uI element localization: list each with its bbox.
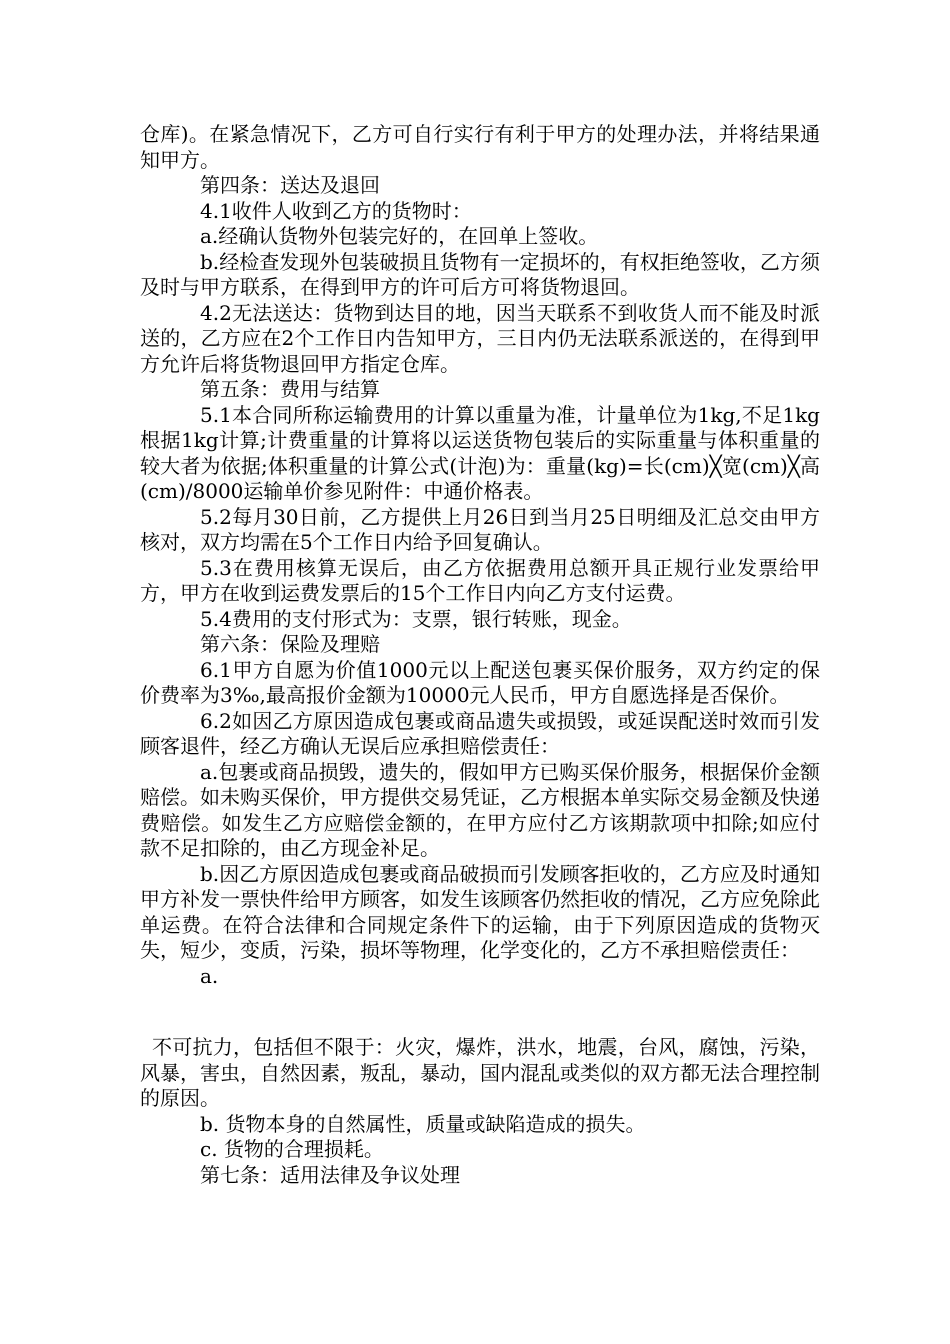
clause-4-1-b: b.经检查发现外包装破损且货物有一定损坏的，有权拒绝签收，乙方须及时与甲方联系，在得到甲方的许可后方可将货物退回。 — [140, 249, 820, 299]
exemption-item-a-text: 不可抗力，包括但不限于：火灾，爆炸，洪水，地震，台风，腐蚀，污染，风暴，害虫，自然因素，叛乱，暴动，国内混乱或类似的双方都无法合理控制的原因。 — [140, 1035, 820, 1110]
clause-4-1-a: a.经确认货物外包装完好的，在回单上签收。 — [200, 224, 599, 248]
clause-5-2: 5.2每月30日前，乙方提供上月26日到当月25日明细及汇总交由甲方核对，双方均需在5个工作日内给予回复确认。 — [140, 504, 820, 554]
clause-6-2-b: b.因乙方原因造成包裹或商品破损而引发顾客拒收的，乙方应及时通知甲方补发一票快件给甲方顾客，如发生该顾客仍然拒收的情况，乙方应免除此单运费。在符合法律和合同规定条件下的运输，由于下列原因造成的货物灭失，短少，变质，污染，损坏等物理，化学变化的，乙方不承担赔偿责任： — [140, 861, 820, 962]
article-7-heading: 第七条：适用法律及争议处理 — [200, 1162, 460, 1187]
clause-5-4: 5.4费用的支付形式为：支票，银行转账，现金。 — [200, 606, 632, 631]
clause-4-1: 4.1收件人收到乙方的货物时： — [200, 198, 472, 223]
article-5-heading: 第五条：费用与结算 — [200, 377, 380, 401]
exemption-item-b: b. 货物本身的自然属性，质量或缺陷造成的损失。 — [200, 1111, 646, 1136]
paragraph-gap — [140, 989, 820, 1035]
exemption-item-c: c. 货物的合理损耗。 — [200, 1137, 384, 1161]
article-6-heading: 第六条：保险及理赔 — [200, 632, 380, 656]
clause-5-1: 5.1本合同所称运输费用的计算以重量为准，计量单位为1kg,不足1kg根据1kg计算;计费重量的计算将以运送货物包装后的实际重量与体积重量的较大者为依据;体积重量的计算公式(计泡)为：重量(kg)=长(cm)╳宽(cm)╳高(cm)/8000运输单价参见附件：中通价格表。 — [140, 402, 820, 503]
clause-6-1: 6.1甲方自愿为价值1000元以上配送包裹买保价服务，双方约定的保价费率为3‰,最高报价金额为10000元人民币，甲方自愿选择是否保价。 — [140, 657, 820, 707]
clause-4-2: 4.2无法送达：货物到达目的地，因当天联系不到收货人而不能及时派送的，乙方应在2个工作日内告知甲方，三日内仍无法联系派送的，在得到甲方允许后将货物退回甲方指定仓库。 — [140, 300, 820, 376]
article-4-heading: 第四条：送达及退回 — [200, 173, 380, 197]
clause-5-3: 5.3在费用核算无误后，由乙方依据费用总额开具正规行业发票给甲方，甲方在收到运费发票后的15个工作日内向乙方支付运费。 — [140, 555, 820, 605]
clause-6-2-a: a.包裹或商品损毁，遗失的，假如甲方已购买保价服务，根据保价金额赔偿。如未购买保价，甲方提供交易凭证，乙方根据本单实际交易金额及快递费赔偿。如发生乙方应赔偿金额的，在甲方应付乙方该期款项中扣除;如应付款不足扣除的，由乙方现金补足。 — [140, 759, 820, 860]
clause-6-2: 6.2如因乙方原因造成包裹或商品遗失或损毁，或延误配送时效而引发顾客退件，经乙方确认无误后应承担赔偿责任： — [140, 708, 820, 758]
paragraph-warehouse-continuation: 仓库)。在紧急情况下，乙方可自行实行有利于甲方的处理办法，并将结果通知甲方。 — [140, 122, 820, 172]
exemption-item-a-label: a. — [200, 963, 219, 988]
document-body — [140, 122, 820, 1188]
